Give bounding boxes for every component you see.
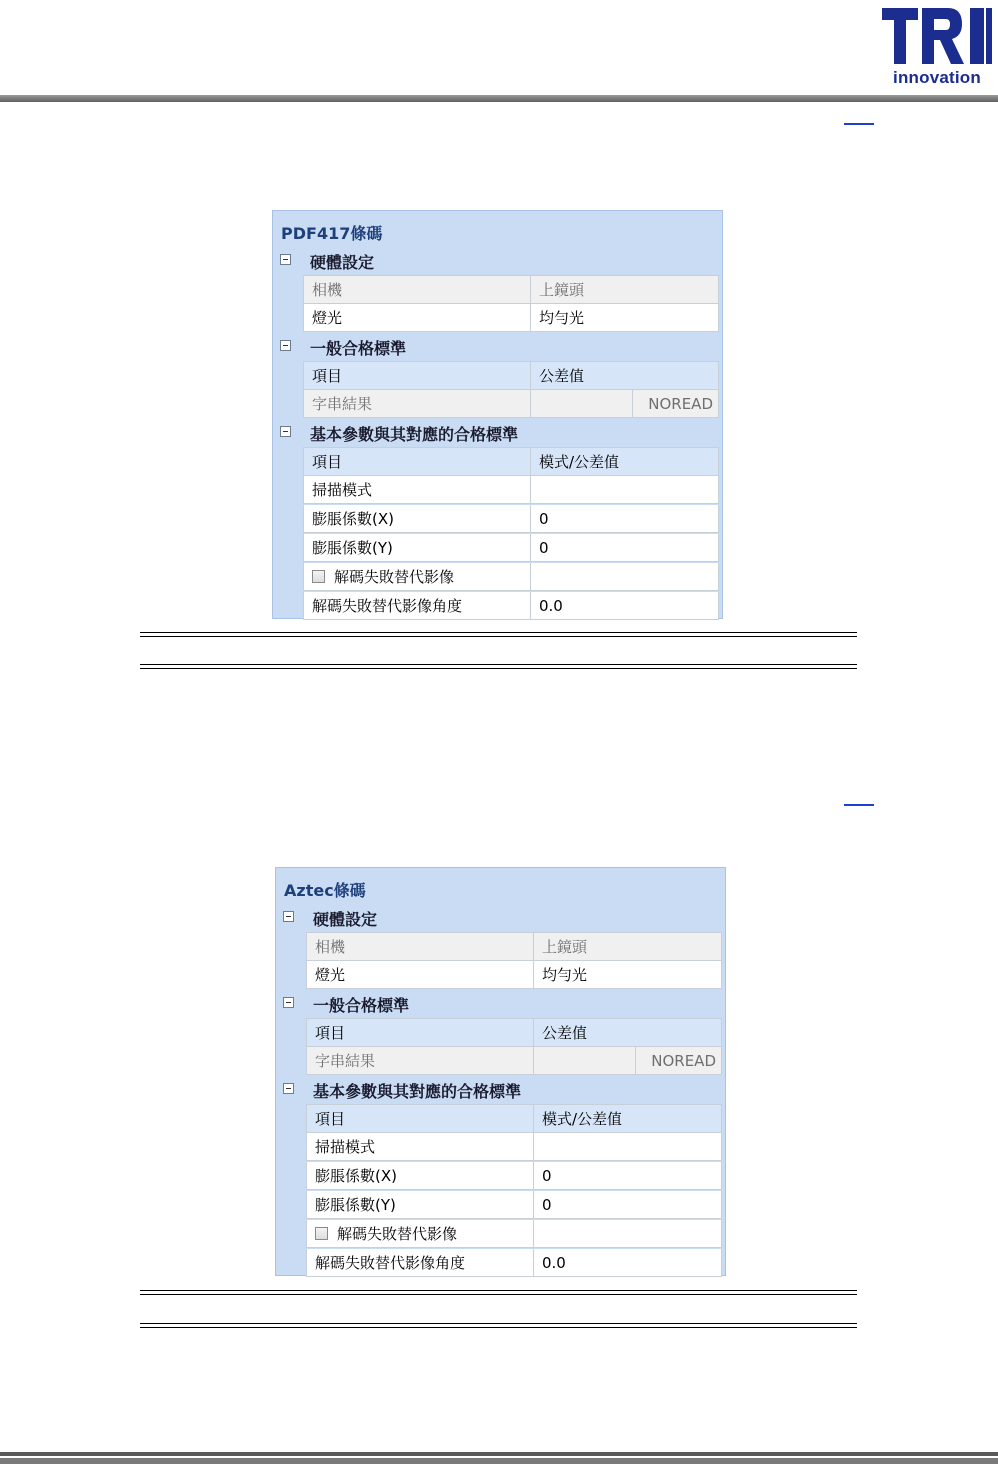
panel-title: Aztec條碼 [284,881,366,900]
table-row[interactable] [306,1249,722,1277]
section-basic-params[interactable] [276,1075,727,1103]
item-header: 項目 [303,362,531,390]
panel-title: PDF417條碼 [281,224,383,243]
table-row[interactable] [303,304,719,332]
light-value[interactable]: 均勻光 [534,961,722,989]
tri-innovation-logo [880,4,994,88]
item-header: 項目 [303,448,531,476]
collapse-icon[interactable] [283,1083,294,1094]
item-header: 項目 [306,1019,534,1047]
table-header-row [306,1104,722,1132]
table-row[interactable] [303,275,719,303]
fail-angle-value[interactable]: 0.0 [531,592,719,620]
section-general[interactable] [273,332,724,360]
section-hardware[interactable] [273,246,724,274]
table-row[interactable] [306,1047,722,1075]
fail-angle-label: 解碼失敗替代影像角度 [306,1249,534,1277]
header-rule [0,95,998,102]
table-row[interactable] [306,1162,722,1190]
mode-header: 模式/公差值 [534,1105,722,1133]
light-label: 燈光 [306,961,534,989]
section-label: 硬體設定 [313,910,378,929]
string-result-extra[interactable]: NOREAD [636,1047,722,1075]
tolerance-header: 公差值 [534,1019,722,1047]
item-header: 項目 [306,1105,534,1133]
dilation-y-label: 膨脹係數(Y) [303,534,531,562]
fail-angle-value[interactable]: 0.0 [534,1249,722,1277]
section-general[interactable] [276,989,727,1017]
table-row[interactable] [303,390,719,418]
fail-image-cell[interactable] [306,1220,534,1248]
collapse-icon[interactable] [283,911,294,922]
table-row[interactable] [303,534,719,562]
string-result-value[interactable] [534,1047,636,1075]
collapse-icon[interactable] [280,426,291,437]
dilation-x-value[interactable]: 0 [531,505,719,533]
divider-rule [140,1323,857,1328]
fail-image-value[interactable] [534,1220,722,1248]
dilation-x-value[interactable]: 0 [534,1162,722,1190]
section-label: 基本參數與其對應的合格標準 [310,425,519,444]
camera-value[interactable]: 上鏡頭 [531,276,719,304]
tri-logo-icon [880,4,994,66]
collapse-icon[interactable] [280,340,291,351]
fail-angle-label: 解碼失敗替代影像角度 [303,592,531,620]
scan-mode-value[interactable] [534,1133,722,1161]
table-header-row [303,361,719,389]
section-label: 硬體設定 [310,253,375,272]
aztec-property-panel [275,867,726,1276]
dilation-y-label: 膨脹係數(Y) [306,1191,534,1219]
fail-image-cell[interactable] [303,563,531,591]
section-label: 一般合格標準 [313,996,410,1015]
camera-label: 相機 [303,276,531,304]
light-value[interactable]: 均勻光 [531,304,719,332]
pdf417-property-panel [272,210,723,619]
table-row[interactable] [303,563,719,591]
collapse-icon[interactable] [283,997,294,1008]
camera-label: 相機 [306,933,534,961]
fail-image-label: 解碼失敗替代影像 [337,1225,458,1243]
scan-mode-value[interactable] [531,476,719,504]
string-result-value[interactable] [531,390,633,418]
table-row[interactable] [306,1191,722,1219]
light-label: 燈光 [303,304,531,332]
divider-rule [140,632,857,637]
logo-subtitle: innovation [893,68,981,87]
reference-link-mark[interactable] [844,123,874,125]
fail-image-checkbox[interactable] [312,570,325,583]
fail-image-label: 解碼失敗替代影像 [334,568,455,586]
dilation-x-label: 膨脹係數(X) [306,1162,534,1190]
table-row[interactable] [303,592,719,620]
scan-mode-label: 掃描模式 [306,1133,534,1161]
section-hardware[interactable] [276,903,727,931]
table-row[interactable] [306,932,722,960]
collapse-icon[interactable] [280,254,291,265]
reference-link-mark[interactable] [844,804,874,806]
dilation-y-value[interactable]: 0 [531,534,719,562]
string-result-label: 字串結果 [303,390,531,418]
mode-header: 模式/公差值 [531,448,719,476]
section-basic-params[interactable] [273,418,724,446]
section-label: 一般合格標準 [310,339,407,358]
table-header-row [306,1018,722,1046]
section-label: 基本參數與其對應的合格標準 [313,1082,522,1101]
fail-image-checkbox[interactable] [315,1227,328,1240]
dilation-y-value[interactable]: 0 [534,1191,722,1219]
tolerance-header: 公差值 [531,362,719,390]
table-row[interactable] [303,476,719,504]
divider-rule [140,1290,857,1295]
footer-rule [0,1452,998,1464]
string-result-extra[interactable]: NOREAD [633,390,719,418]
string-result-label: 字串結果 [306,1047,534,1075]
table-header-row [303,447,719,475]
table-row[interactable] [306,1220,722,1248]
camera-value[interactable]: 上鏡頭 [534,933,722,961]
table-row[interactable] [306,1133,722,1161]
table-row[interactable] [306,961,722,989]
divider-rule [140,664,857,669]
scan-mode-label: 掃描模式 [303,476,531,504]
dilation-x-label: 膨脹係數(X) [303,505,531,533]
table-row[interactable] [303,505,719,533]
fail-image-value[interactable] [531,563,719,591]
